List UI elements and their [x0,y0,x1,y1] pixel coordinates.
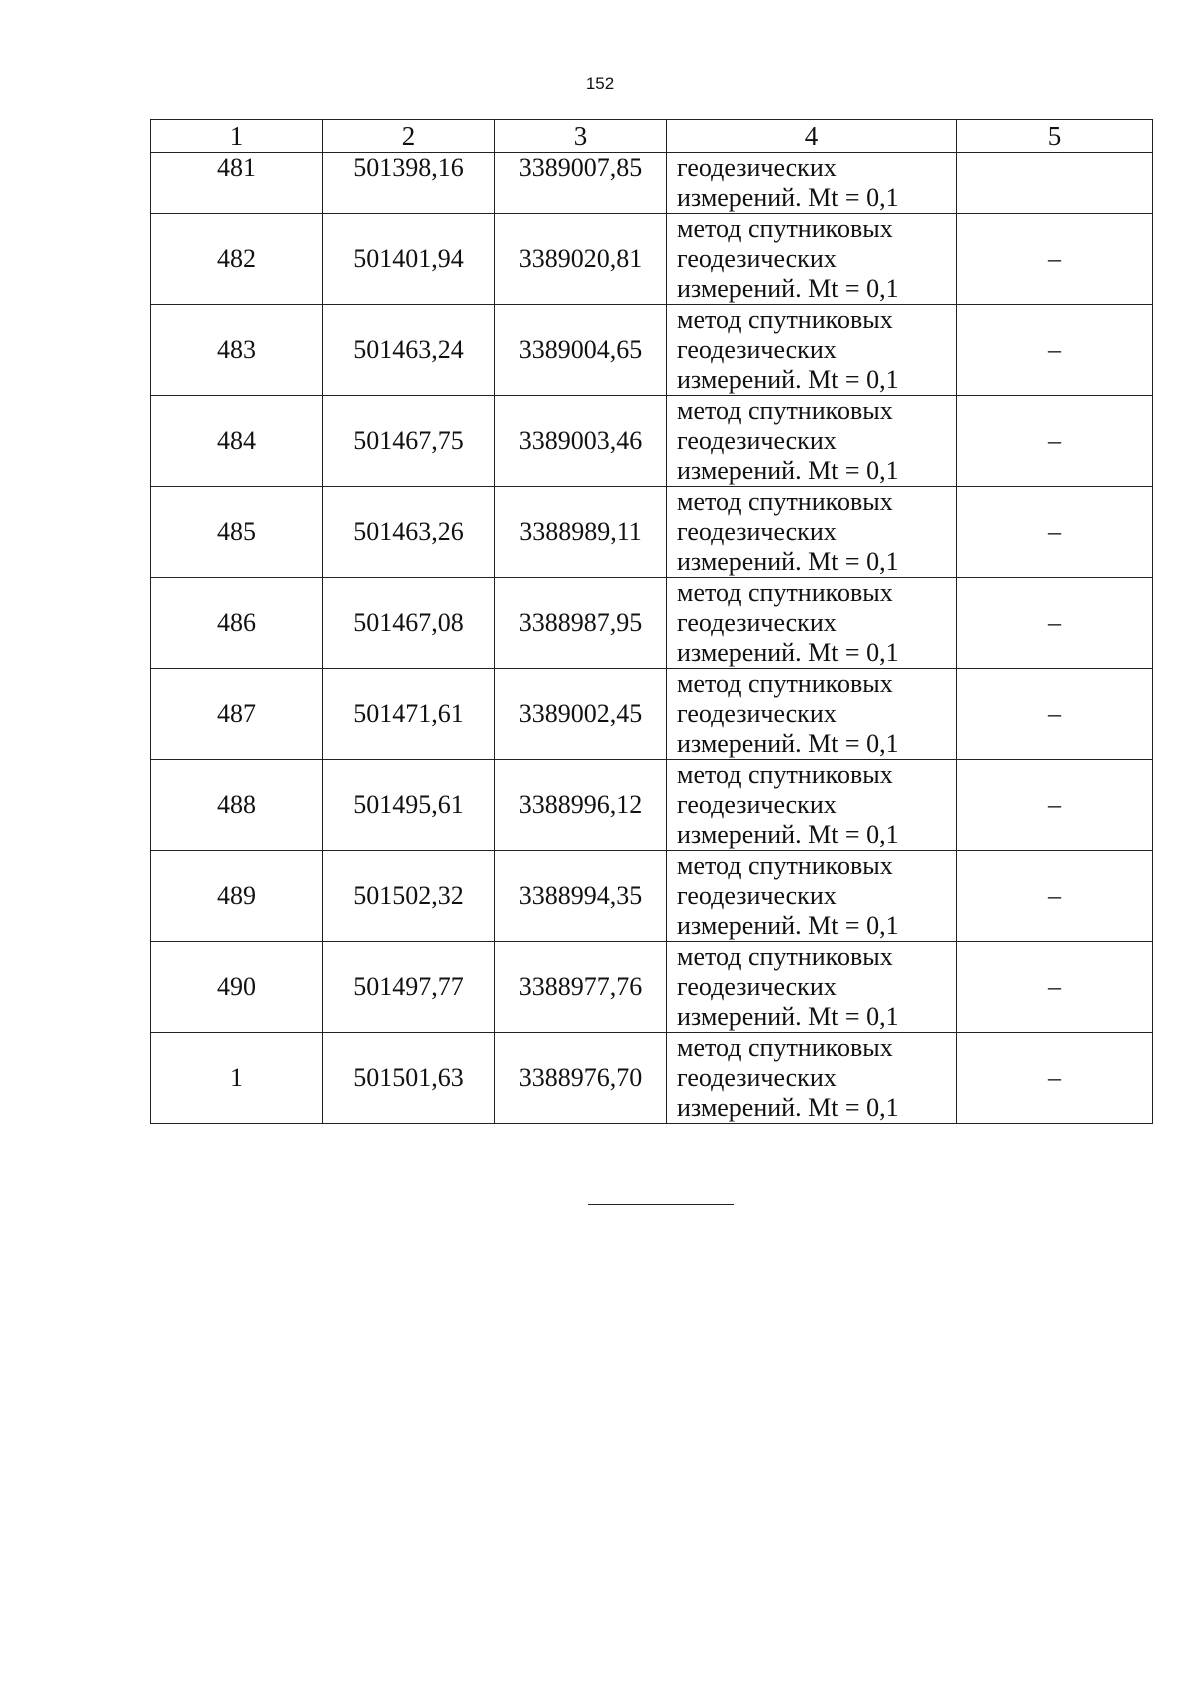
header-col-2: 2 [323,120,495,153]
point-number-cell: 483 [151,305,323,396]
method-line: метод спутниковых [677,669,893,699]
method-line: метод спутниковых [677,396,893,426]
header-col-5: 5 [957,120,1153,153]
table-row [151,578,1153,669]
method-line: измерений. Mt = 0,1 [677,910,899,940]
x-coordinate-cell: 501398,16 [323,153,495,214]
note-cell: – [957,487,1153,578]
table-row [151,851,1153,942]
note-cell: – [957,396,1153,487]
point-number-cell: 488 [151,760,323,851]
method-line: метод спутниковых [677,851,893,881]
table-row [151,1033,1153,1124]
table-header-row [151,120,1153,153]
table-row [151,214,1153,305]
table-row [151,942,1153,1033]
method-line: измерений. Mt = 0,1 [677,546,899,576]
note-cell: – [957,669,1153,760]
x-coordinate-cell: 501467,08 [323,578,495,669]
point-number-cell: 486 [151,578,323,669]
y-coordinate-cell: 3389020,81 [495,214,667,305]
method-line: геодезических [677,699,837,729]
table-row [151,305,1153,396]
method-line: измерений. Mt = 0,1 [677,182,899,212]
method-cell [667,396,957,487]
note-cell: – [957,760,1153,851]
table-row [151,760,1153,851]
point-number-cell: 485 [151,487,323,578]
method-cell [667,578,957,669]
y-coordinate-cell: 3389007,85 [495,153,667,214]
method-line: геодезических [677,608,837,638]
method-line: измерений. Mt = 0,1 [677,455,899,485]
method-line: метод спутниковых [677,487,893,517]
method-line: метод спутниковых [677,305,893,335]
method-line: измерений. Mt = 0,1 [677,819,899,849]
table-body [151,153,1153,1124]
page-number: 152 [585,74,615,93]
method-line: измерений. Mt = 0,1 [677,273,899,303]
y-coordinate-cell: 3388977,76 [495,942,667,1033]
method-line: измерений. Mt = 0,1 [677,637,899,667]
point-number-cell: 484 [151,396,323,487]
method-line: измерений. Mt = 0,1 [677,728,899,758]
method-line: геодезических [677,1063,837,1093]
method-cell [667,214,957,305]
x-coordinate-cell: 501401,94 [323,214,495,305]
method-line: измерений. Mt = 0,1 [677,364,899,394]
method-line: измерений. Mt = 0,1 [677,1092,899,1122]
note-cell: – [957,1033,1153,1124]
method-line: геодезических [677,790,837,820]
method-line: геодезических [677,153,837,182]
header-col-1: 1 [151,120,323,153]
y-coordinate-cell: 3388987,95 [495,578,667,669]
y-coordinate-cell: 3388976,70 [495,1033,667,1124]
method-cell [667,1033,957,1124]
table-row [151,669,1153,760]
method-line: измерений. Mt = 0,1 [677,1001,899,1031]
point-number-cell: 489 [151,851,323,942]
coordinates-table [150,119,1153,1124]
method-line: метод спутниковых [677,1033,893,1063]
x-coordinate-cell: 501495,61 [323,760,495,851]
method-line: геодезических [677,881,837,911]
method-line: геодезических [677,335,837,365]
method-cell [667,153,957,214]
x-coordinate-cell: 501463,24 [323,305,495,396]
method-cell [667,760,957,851]
point-number-cell: 487 [151,669,323,760]
y-coordinate-cell: 3388994,35 [495,851,667,942]
point-number-cell: 490 [151,942,323,1033]
method-line: метод спутниковых [677,578,893,608]
method-cell [667,851,957,942]
note-cell: – [957,214,1153,305]
y-coordinate-cell: 3389004,65 [495,305,667,396]
x-coordinate-cell: 501467,75 [323,396,495,487]
y-coordinate-cell: 3388996,12 [495,760,667,851]
point-number-cell: 481 [151,153,323,214]
end-divider [588,1204,734,1205]
note-cell: – [957,942,1153,1033]
table-row [151,396,1153,487]
method-line: геодезических [677,244,837,274]
header-col-3: 3 [495,120,667,153]
method-line: метод спутниковых [677,942,893,972]
method-cell [667,942,957,1033]
table-row [151,153,1153,214]
point-number-cell: 1 [151,1033,323,1124]
y-coordinate-cell: 3389003,46 [495,396,667,487]
x-coordinate-cell: 501497,77 [323,942,495,1033]
method-cell [667,487,957,578]
note-cell: – [957,578,1153,669]
point-number-cell: 482 [151,214,323,305]
method-line: метод спутниковых [677,760,893,790]
method-line: геодезических [677,517,837,547]
x-coordinate-cell: 501502,32 [323,851,495,942]
method-line: геодезических [677,426,837,456]
method-line: геодезических [677,972,837,1002]
note-cell: – [957,305,1153,396]
method-cell [667,669,957,760]
y-coordinate-cell: 3388989,11 [495,487,667,578]
note-cell: – [957,851,1153,942]
method-cell [667,305,957,396]
table-row [151,487,1153,578]
y-coordinate-cell: 3389002,45 [495,669,667,760]
header-col-4: 4 [667,120,957,153]
x-coordinate-cell: 501463,26 [323,487,495,578]
x-coordinate-cell: 501471,61 [323,669,495,760]
note-cell [957,153,1153,214]
method-line: метод спутниковых [677,214,893,244]
x-coordinate-cell: 501501,63 [323,1033,495,1124]
